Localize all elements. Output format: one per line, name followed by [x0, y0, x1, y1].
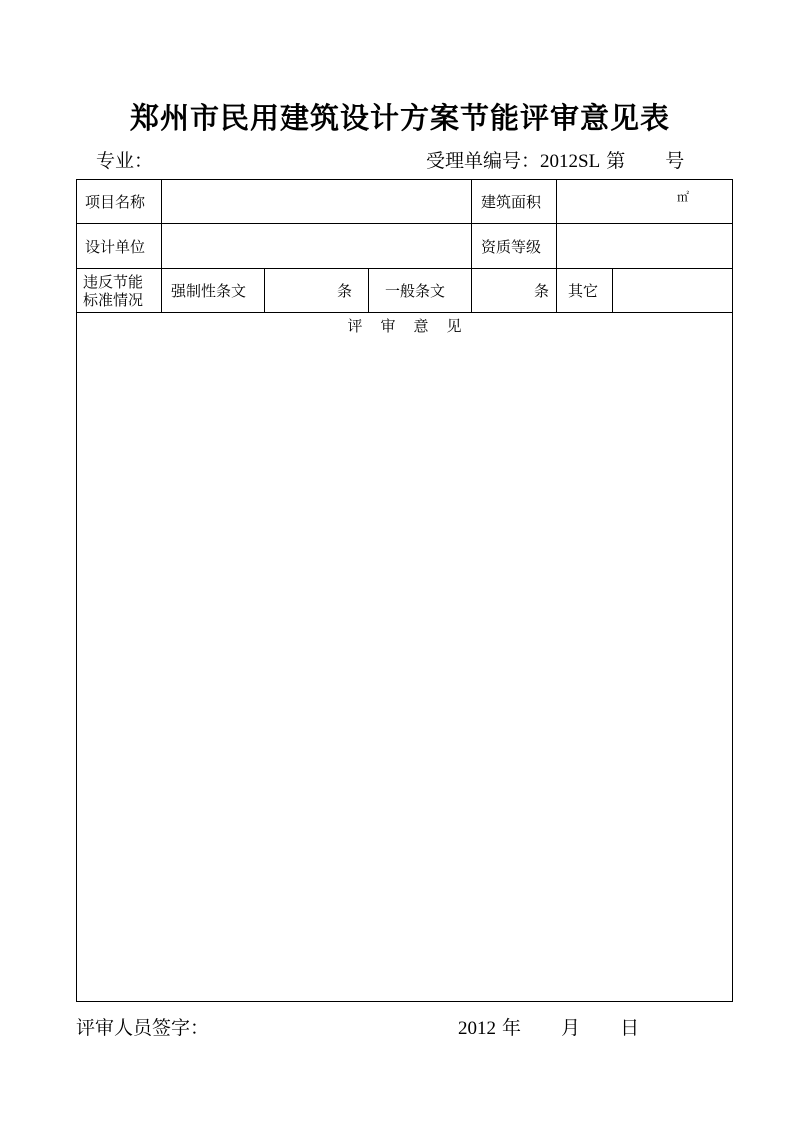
col-divider	[556, 268, 557, 312]
area-unit: ㎡	[677, 189, 690, 204]
col-divider	[161, 268, 162, 312]
project-name-input[interactable]	[162, 180, 471, 223]
qualification-input[interactable]	[557, 224, 732, 268]
acceptance-label: 受理单编号：	[426, 150, 541, 172]
acceptance-number-field	[426, 146, 684, 173]
date-year: 2012	[458, 1018, 496, 1039]
violation-label	[83, 269, 161, 312]
project-name-label: 项目名称	[85, 193, 146, 211]
reviewer-signature-field	[76, 1013, 209, 1040]
reviewer-label: 评审人员签字：	[76, 1017, 210, 1039]
acceptance-di: 第	[606, 150, 626, 172]
design-unit-label: 设计单位	[85, 237, 146, 256]
review-opinion-area[interactable]	[77, 340, 732, 1000]
review-date	[458, 1013, 639, 1040]
review-form-table	[76, 179, 733, 1002]
review-opinion-heading: 评审意见	[347, 317, 480, 335]
mandatory-clause-label: 强制性条文	[171, 282, 247, 300]
date-ri: 日	[620, 1017, 640, 1039]
date-yue: 月	[561, 1017, 581, 1039]
building-area-label: 建筑面积	[481, 193, 542, 211]
general-clause-label: 一般条文	[385, 282, 446, 300]
mandatory-count-unit: 条	[336, 282, 352, 300]
general-count-unit: 条	[533, 282, 549, 300]
design-unit-input[interactable]	[162, 224, 471, 268]
acceptance-prefix: 2012SL	[540, 151, 601, 172]
acceptance-hao: 号	[665, 150, 685, 172]
row-divider	[77, 312, 732, 313]
violation-label-line1: 违反节能	[83, 272, 144, 291]
page-title: 郑州市民用建筑设计方案节能评审意见表	[129, 101, 670, 135]
specialty-label: 专业：	[96, 150, 154, 172]
other-label: 其它	[568, 282, 599, 300]
qualification-label: 资质等级	[481, 237, 542, 256]
violation-label-line2: 标准情况	[83, 290, 144, 309]
date-nian: 年	[502, 1017, 522, 1039]
col-divider	[368, 268, 369, 312]
other-input[interactable]	[613, 269, 732, 312]
specialty-field	[96, 146, 153, 173]
col-divider	[471, 180, 472, 268]
